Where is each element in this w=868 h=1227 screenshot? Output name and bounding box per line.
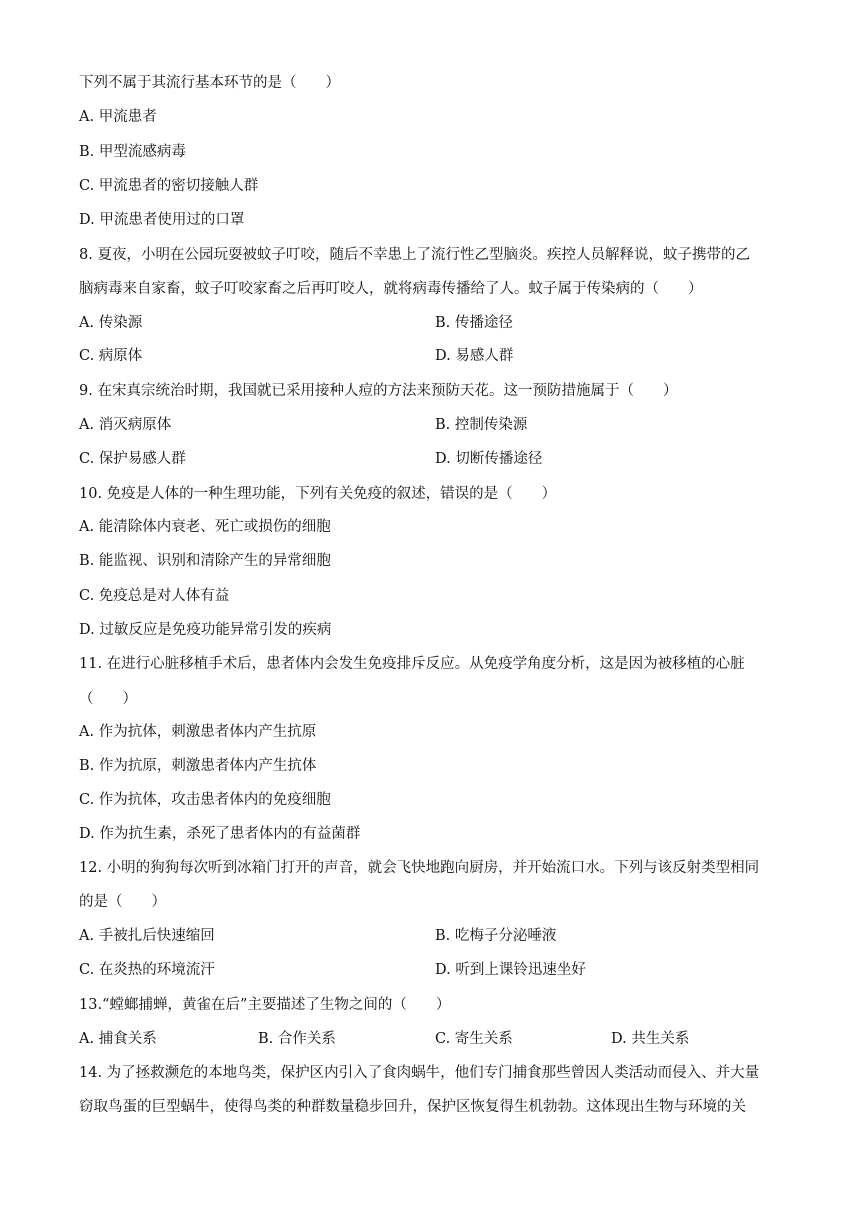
- q14-stem-line1: 14. 为了拯救濒危的本地鸟类，保护区内引入了食肉蜗牛，他们专门捕食那些曾因人类活动而侵入、并大量: [79, 1065, 760, 1081]
- q8-option-c: C. 病原体: [79, 348, 143, 364]
- q10-stem: 10. 免疫是人体的一种生理功能，下列有关免疫的叙述，错误的是（ ）: [79, 486, 557, 502]
- q13-option-c: C. 寄生关系: [435, 1031, 513, 1047]
- q10-option-d: D. 过敏反应是免疫功能异常引发的疾病: [79, 622, 332, 638]
- q8-stem-line2: 脑病毒来自家畜，蚊子叮咬家畜之后再叮咬人，就将病毒传播给了人。蚊子属于传染病的（ ）: [79, 281, 703, 297]
- q9-option-d: D. 切断传播途径: [435, 451, 543, 467]
- q13-option-a: A. 捕食关系: [79, 1031, 157, 1047]
- q9-option-a: A. 消灭病原体: [79, 417, 172, 433]
- q12-stem-line1: 12. 小明的狗狗每次听到冰箱门打开的声音，就会飞快地跑向厨房，并开始流口水。下列与该反射类型相同: [79, 860, 760, 876]
- q11-option-c: C. 作为抗体，攻击患者体内的免疫细胞: [79, 792, 331, 808]
- q9-option-c: C. 保护易感人群: [79, 451, 186, 467]
- q7-option-a: A. 甲流患者: [79, 109, 157, 125]
- q10-option-c: C. 免疫总是对人体有益: [79, 588, 230, 604]
- q8-option-d: D. 易感人群: [435, 348, 514, 364]
- q11-stem-line1: 11. 在进行心脏移植手术后，患者体内会发生免疫排斥反应。从免疫学角度分析，这是因为被移植的心脏: [79, 656, 745, 672]
- q14-stem-line2: 窃取鸟蛋的巨型蜗牛，使得鸟类的种群数量稳步回升，保护区恢复得生机勃勃。这体现出生物与环境的关: [79, 1099, 746, 1115]
- q11-option-d: D. 作为抗生素，杀死了患者体内的有益菌群: [79, 826, 361, 842]
- q7-option-d: D. 甲流患者使用过的口罩: [79, 212, 245, 228]
- q9-stem: 9. 在宋真宗统治时期，我国就已采用接种人痘的方法来预防天花。这一预防措施属于（ ）: [79, 383, 678, 399]
- q12-option-b: B. 吃梅子分泌唾液: [435, 928, 557, 944]
- q12-stem-line2: 的是（ ）: [79, 894, 166, 910]
- q9-option-b: B. 控制传染源: [435, 417, 528, 433]
- q8-option-a: A. 传染源: [79, 315, 143, 331]
- q10-option-a: A. 能清除体内衰老、死亡或损伤的细胞: [79, 519, 331, 535]
- q13-option-b: B. 合作关系: [258, 1031, 336, 1047]
- q12-option-d: D. 听到上课铃迅速坐好: [435, 962, 586, 978]
- q7-option-b: B. 甲型流感病毒: [79, 144, 186, 160]
- q12-option-a: A. 手被扎后快速缩回: [79, 928, 215, 944]
- q13-stem: 13.“螳螂捕蝉，黄雀在后”主要描述了生物之间的（ ）: [79, 997, 451, 1013]
- q7-option-c: C. 甲流患者的密切接触人群: [79, 178, 259, 194]
- q13-option-d: D. 共生关系: [611, 1031, 690, 1047]
- q8-option-b: B. 传播途径: [435, 315, 513, 331]
- q10-option-b: B. 能监视、识别和清除产生的异常细胞: [79, 553, 331, 569]
- q11-option-b: B. 作为抗原，刺激患者体内产生抗体: [79, 758, 317, 774]
- q11-stem-line2: （ ）: [79, 691, 137, 707]
- q11-option-a: A. 作为抗体，刺激患者体内产生抗原: [79, 724, 317, 740]
- q12-option-c: C. 在炎热的环境流汗: [79, 962, 215, 978]
- q7-stem: 下列不属于其流行基本环节的是（ ）: [79, 75, 340, 91]
- q8-stem-line1: 8. 夏夜，小明在公园玩耍被蚊子叮咬，随后不幸患上了流行性乙型脑炎。疾控人员解释说，蚊子携带的乙: [79, 247, 750, 263]
